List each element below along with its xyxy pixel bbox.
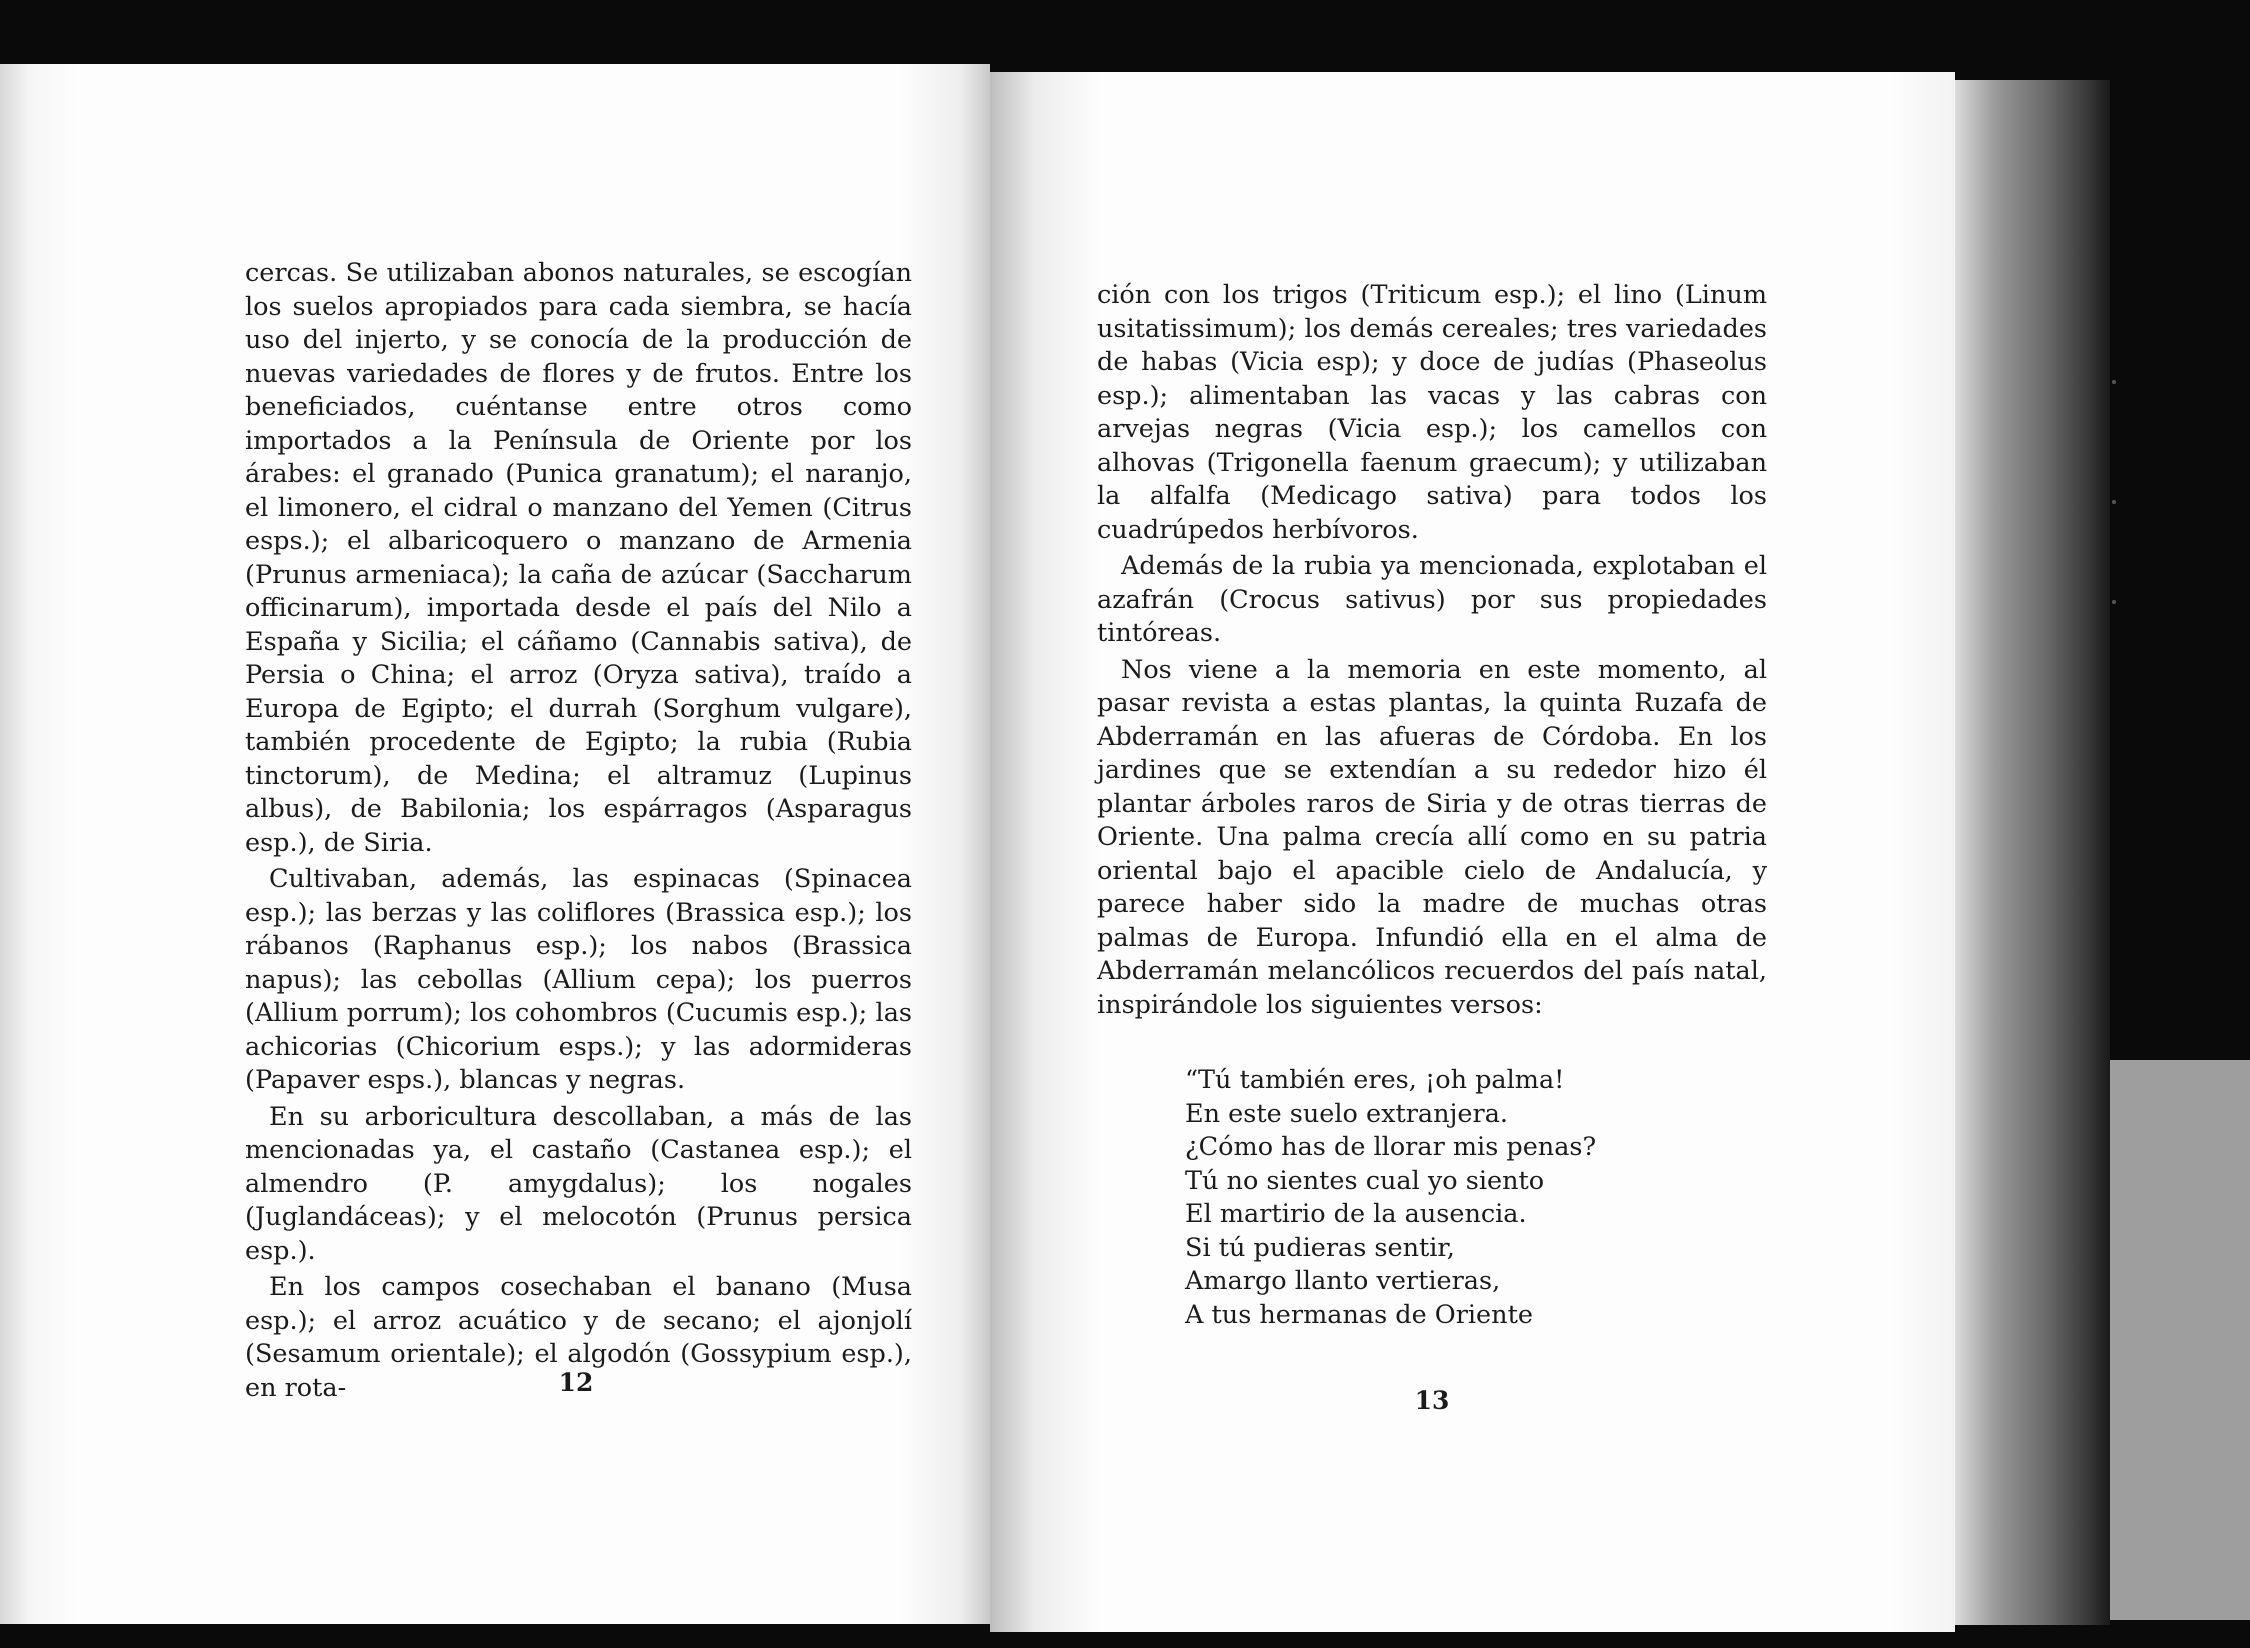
paragraph: Cultivaban, además, las espinacas (Spinacea esp.); las berzas y las coliflores (Brassica esp.); los rábanos (Raphanus esp.); los nabos (Brassica napus); las cebollas (Allium cepa); los puerros (Allium porrum); los cohombros (Cucumis esp.); las achicorias (Chicorium esps.); y las adormideras (Papaver esps.), blancas y negras. <box>245 864 912 1095</box>
paragraph: Además de la rubia ya mencionada, explotaban el azafrán (Crocus sativus) por sus propiedades tintóreas. <box>1097 551 1767 648</box>
verse-line: En este suelo extranjera. <box>1185 1098 1509 1129</box>
verse-line: “Tú también eres, ¡oh palma! <box>1185 1065 1565 1095</box>
paragraph: cercas. Se utilizaban abonos naturales, se escogían los suelos apropiados para cada siembra, se hacía uso del injerto, y se conocía de la producción de nuevas variedades de flores y de frutos. Entre los beneficiados, cuéntanse entre otros como importados a la Península de Oriente por los árabes: el granado (Punica granatum); el naranjo, el limonero, el cidral o manzano del Yemen (Citrus esps.); el albaricoquero o manzano de Armenia (Prunus armeniaca); la caña de azúcar (Saccharum officinarum), importada desde el país del Nilo a España y Sicilia; el cáñamo (Cannabis sativa), de Persia o China; el arroz (Oryza sativa), traído a Europa de Egipto; el durrah (Sorghum vulgare), también procedente de Egipto; la rubia (Rubia tinctorum), de Medina; el altramuz (Lupinus albus), de Babilonia; los espárragos (Asparagus esp.), de Siria. <box>245 258 912 858</box>
page-number: 12 <box>558 1368 594 1397</box>
speck <box>2112 500 2116 504</box>
verse-line: A tus hermanas de Oriente <box>1185 1299 1533 1330</box>
verse-line: Amargo llanto vertieras, <box>1185 1266 1501 1296</box>
page-number: 13 <box>1414 1386 1450 1415</box>
left-page-text <box>245 257 912 1408</box>
verse-line: Tú no sientes cual yo siento <box>1185 1165 1545 1196</box>
paragraph: En su arboricultura descollaban, a más de las mencionadas ya, el castaño (Castanea esp.); el almendro (P. amygdalus); los nogales (Juglandáceas); y el melocotón (Prunus persica esp.). <box>245 1101 912 1266</box>
speck <box>2112 600 2116 604</box>
paragraph: En los campos cosechaban el banano (Musa esp.); el arroz acuático y de secano; el ajonjolí (Sesamum orientale); el algodón (Gossypium esp.), en rota- <box>245 1272 912 1403</box>
background-block <box>2110 1060 2250 1620</box>
paragraph: ción con los trigos (Triticum esp.); el lino (Linum usitatissimum); los demás cereales; tres variedades de habas (Vicia esp); y doce de judías (Phaseolus esp.); alimentaban las vacas y las cabras con arvejas negras (Vicia esp.); los camellos con alhovas (Trigonella faenum graecum); y utilizaban la alfalfa (Medicago sativa) para todos los cuadrúpedos herbívoros. <box>1097 280 1767 545</box>
page-block-edge <box>1955 80 2110 1625</box>
paragraph: Nos viene a la memoria en este momento, al pasar revista a estas plantas, la quinta Ruzafa de Abderramán en las afueras de Córdoba. En los jardines que se extendían a su rededor hizo él plantar árboles raros de Siria y de otras tierras de Oriente. Una palma crecía allí como en su patria oriental bajo el apacible cielo de Andalucía, y parece haber sido la madre de muchas otras palmas de Europa. Infundió ella en el alma de Abderramán melancólicos recuerdos del país natal, inspirándole los siguientes versos: <box>1097 654 1767 1020</box>
right-page-text <box>1097 279 1767 1332</box>
verse-line: El martirio de la ausencia. <box>1185 1199 1527 1229</box>
verse-line: ¿Cómo has de llorar mis penas? <box>1185 1132 1597 1162</box>
poem-verse <box>1185 1064 1767 1332</box>
speck <box>2112 380 2116 384</box>
verse-line: Si tú pudieras sentir, <box>1185 1232 1455 1263</box>
